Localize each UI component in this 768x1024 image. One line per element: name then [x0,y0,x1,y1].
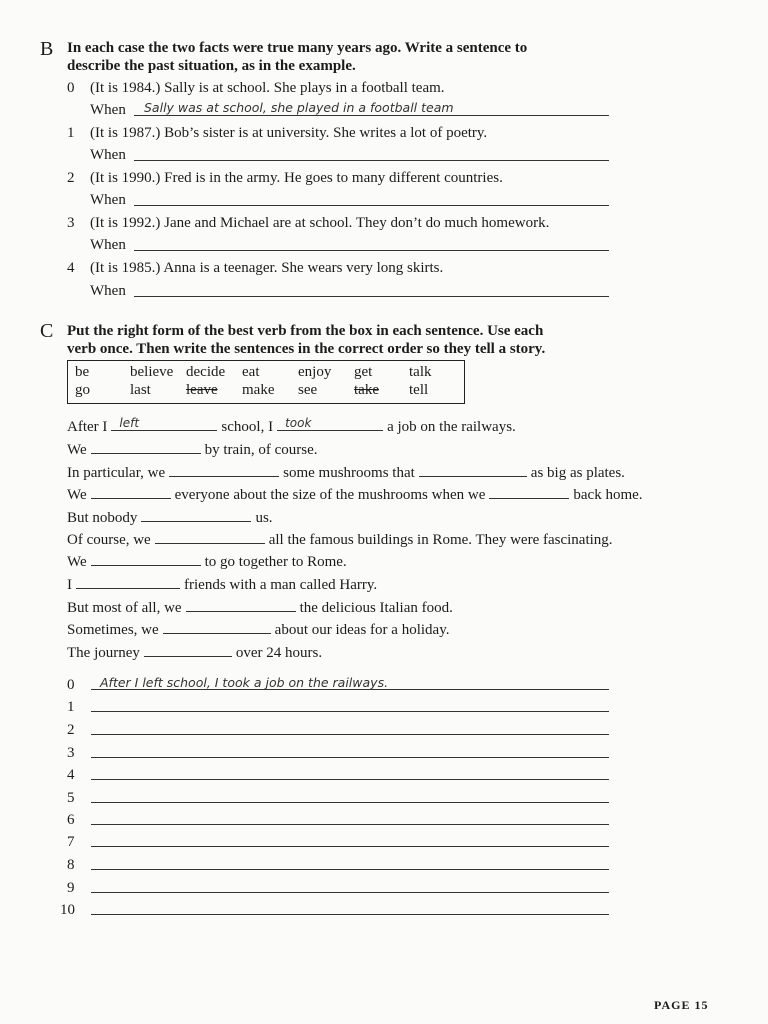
story-line-number: 2 [67,722,75,738]
story-line-number: 3 [67,745,75,761]
item-prompt: (It is 1985.) Anna is a teenager. She wears very long skirts. [90,260,444,276]
story-line-number: 0 [67,677,75,693]
item-prompt: (It is 1990.) Fred is in the army. He goes to many different countries. [90,170,503,186]
blank-field[interactable] [76,575,180,589]
verb-word: believe [130,364,174,380]
sentence-text: a job on the railways. [387,419,516,435]
section-c-instruction-line1: Put the right form of the best verb from the box in each sentence. Use each [67,323,544,339]
item-prompt: (It is 1984.) Sally is at school. She plays in a football team. [90,80,445,96]
sentence-text: But most of all, we [67,600,182,616]
blank-field[interactable] [186,598,296,612]
blank-field[interactable] [419,463,527,477]
story-line-number: 10 [60,902,75,918]
story-answer-line[interactable] [91,802,609,803]
sentence-text: The journey [67,645,140,661]
sentence-text: But nobody [67,510,138,526]
sentence-text: We [67,554,87,570]
story-answer-line[interactable] [91,914,609,915]
verb-word: tell [409,382,429,398]
sentence-text: the delicious Italian food. [299,600,453,616]
answer-line[interactable] [134,205,609,206]
sentence-text: After I [67,419,108,435]
story-answer-line[interactable] [91,734,609,735]
sentence-text: We [67,442,87,458]
blank-field[interactable] [111,417,217,431]
section-c-letter: C [40,320,54,342]
item-number: 4 [67,260,75,276]
item-number: 3 [67,215,75,231]
section-b-instruction-line1: In each case the two facts were true many years ago. Write a sentence to [67,40,528,56]
verb-word: last [130,382,151,398]
sentence-7 [67,552,347,571]
story-answer-line[interactable] [91,869,609,870]
answer-line[interactable] [134,250,609,251]
sentence-2 [67,440,318,459]
sentence-text: some mushrooms that [283,465,415,481]
sentence-text: We [67,487,87,503]
story-line-number: 1 [67,699,75,715]
blank-field[interactable] [489,485,569,499]
sentence-text: as big as plates. [530,465,625,481]
answer-line[interactable] [134,115,609,116]
story-line-number: 6 [67,812,75,828]
verb-word: get [354,364,373,380]
when-label: When [90,147,126,163]
blank-field[interactable] [277,417,383,431]
verb-word: eat [242,364,260,380]
blank-field[interactable] [141,508,251,522]
sentence-text: over 24 hours. [235,645,323,661]
section-b-letter: B [40,38,54,60]
blank-answer: took [285,416,312,430]
blank-field[interactable] [169,463,279,477]
sentence-text: In particular, we [67,465,166,481]
sentence-text: everyone about the size of the mushrooms when we [174,487,486,503]
answer-line[interactable] [134,160,609,161]
sentence-text: friends with a man called Harry. [184,577,378,593]
answer-text: Sally was at school, she played in a football team [144,100,454,115]
verb-word: make [242,382,275,398]
story-answer-line[interactable] [91,892,609,893]
story-answer-line[interactable] [91,846,609,847]
story-line-number: 5 [67,790,75,806]
sentence-9 [67,598,453,617]
sentence-text: Of course, we [67,532,151,548]
sentence-text: all the famous buildings in Rome. They were fascinating. [268,532,613,548]
story-line-number: 8 [67,857,75,873]
sentence-text: to go together to Rome. [204,554,347,570]
when-label: When [90,283,126,299]
section-c-instruction-line2: verb once. Then write the sentences in the correct order so they tell a story. [67,341,546,357]
blank-field[interactable] [163,620,271,634]
story-line-number: 9 [67,880,75,896]
story-answer-line[interactable] [91,824,609,825]
blank-field[interactable] [91,552,201,566]
sentence-text: school, I [221,419,274,435]
when-label: When [90,237,126,253]
story-line-number: 7 [67,834,75,850]
story-answer-line[interactable] [91,757,609,758]
blank-field[interactable] [155,530,265,544]
sentence-1 [67,417,516,436]
blank-field[interactable] [91,485,171,499]
sentence-3 [67,463,625,482]
sentence-11 [67,643,322,662]
sentence-text: by train, of course. [204,442,318,458]
page-number: PAGE 15 [654,998,709,1012]
verb-word: decide [186,364,226,380]
sentence-text: about our ideas for a holiday. [274,622,450,638]
item-prompt: (It is 1987.) Bob’s sister is at university. She writes a lot of poetry. [90,125,488,141]
when-label: When [90,102,126,118]
verb-word: enjoy [298,364,332,380]
section-b-instruction-line2: describe the past situation, as in the example. [67,58,356,74]
story-answer-line[interactable] [91,779,609,780]
verb-word: go [75,382,90,398]
sentence-text: I [67,577,72,593]
verb-word-crossed: take [354,382,379,398]
sentence-text: us. [255,510,273,526]
sentence-8 [67,575,377,594]
when-label: When [90,192,126,208]
verb-word: talk [409,364,432,380]
item-number: 0 [67,80,75,96]
story-example-text: After I left school, I took a job on the railways. [100,675,389,690]
sentence-4 [67,485,643,504]
verb-word: see [298,382,318,398]
sentence-10 [67,620,449,639]
sentence-text: back home. [573,487,643,503]
answer-line[interactable] [134,296,609,297]
blank-field[interactable] [91,440,201,454]
sentence-5 [67,508,273,527]
sentence-6 [67,530,613,549]
blank-answer: left [119,416,140,430]
verb-word: be [75,364,90,380]
story-answer-line[interactable] [91,711,609,712]
story-line-number: 4 [67,767,75,783]
verb-word-crossed: leave [186,382,218,398]
sentence-text: Sometimes, we [67,622,159,638]
item-number: 1 [67,125,75,141]
item-prompt: (It is 1992.) Jane and Michael are at school. They don’t do much homework. [90,215,550,231]
blank-field[interactable] [144,643,232,657]
item-number: 2 [67,170,75,186]
